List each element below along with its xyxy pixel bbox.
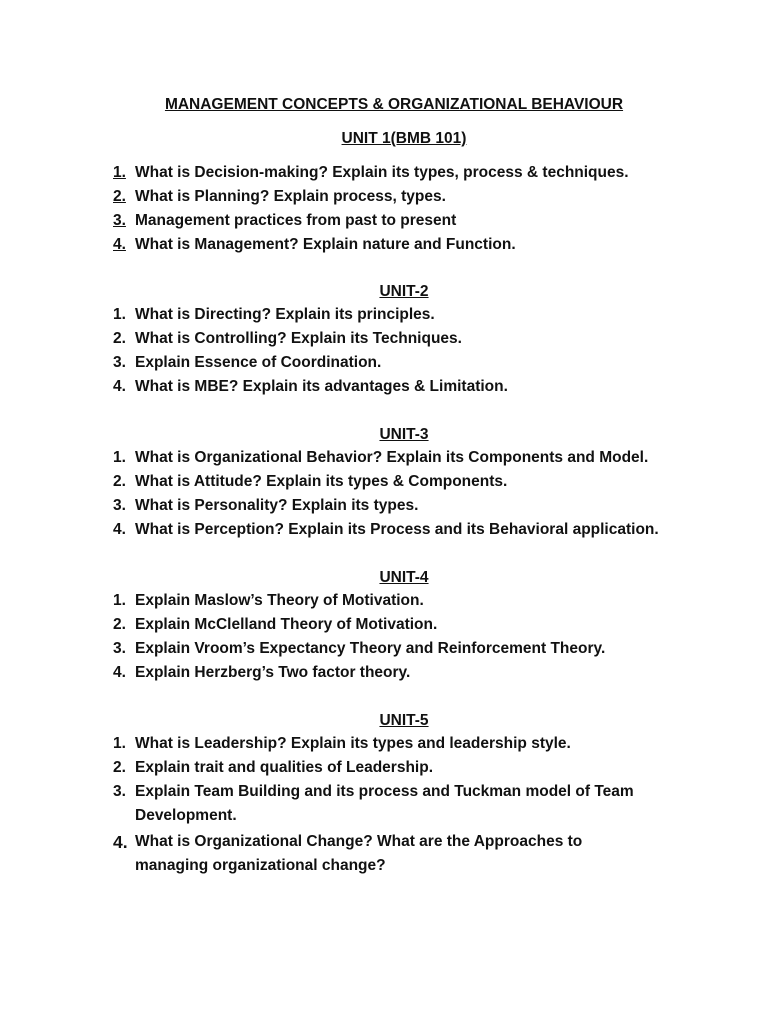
question-number: 1. — [113, 449, 126, 466]
list-item — [113, 589, 673, 613]
list-item — [113, 327, 673, 351]
question-text: Explain Essence of Coordination. — [135, 354, 382, 371]
list-item — [113, 613, 673, 637]
document-title: MANAGEMENT CONCEPTS & ORGANIZATIONAL BEHAVIOUR — [164, 96, 624, 113]
list-item — [113, 161, 673, 185]
question-text: Explain trait and qualities of Leadership. — [135, 759, 434, 776]
unit-1-question-list — [113, 161, 673, 257]
question-text: What is Controlling? Explain its Techniques. — [135, 330, 462, 347]
list-item — [113, 209, 673, 233]
unit-3-question-list — [113, 446, 673, 542]
question-number: 4. — [113, 236, 126, 253]
question-text: What is Planning? Explain process, types. — [135, 188, 446, 205]
list-item — [113, 780, 658, 828]
question-text: What is Directing? Explain its principles. — [135, 306, 435, 323]
list-item — [113, 518, 673, 542]
question-number: 1. — [113, 592, 126, 609]
question-text: What is MBE? Explain its advantages & Limitation. — [135, 378, 508, 395]
question-number: 2. — [113, 188, 126, 205]
list-item — [113, 303, 673, 327]
list-item — [113, 446, 673, 470]
list-item — [113, 732, 658, 756]
question-number: 3. — [113, 640, 126, 657]
unit-2-heading: UNIT-2 — [379, 283, 429, 300]
question-number: 1. — [113, 164, 126, 181]
question-text: Explain Vroom’s Expectancy Theory and Reinforcement Theory. — [135, 640, 606, 657]
question-number: 1. — [113, 735, 126, 752]
question-number: 4. — [113, 521, 126, 538]
question-text: What is Personality? Explain its types. — [135, 497, 419, 514]
question-text: What is Decision-making? Explain its types, process & techniques. — [135, 164, 629, 181]
list-item — [113, 494, 673, 518]
question-number: 4. — [113, 378, 126, 395]
list-item — [113, 830, 658, 878]
question-number: 2. — [113, 330, 126, 347]
list-item — [113, 185, 673, 209]
question-text: What is Attitude? Explain its types & Components. — [135, 473, 508, 490]
unit-2-question-list — [113, 303, 673, 399]
list-item — [113, 375, 673, 399]
question-number: 4. — [113, 664, 126, 681]
question-text: What is Organizational Change? What are the Approaches to managing organizational change? — [135, 833, 583, 874]
question-number: 4. — [113, 832, 128, 852]
question-text: What is Management? Explain nature and Function. — [135, 236, 516, 253]
list-item — [113, 756, 658, 780]
list-item — [113, 351, 673, 375]
question-text: Management practices from past to present — [135, 212, 457, 229]
question-text: Explain McClelland Theory of Motivation. — [135, 616, 438, 633]
list-item — [113, 661, 673, 685]
question-number: 1. — [113, 306, 126, 323]
question-number: 2. — [113, 473, 126, 490]
unit-1-heading: UNIT 1(BMB 101) — [341, 130, 467, 147]
question-text: Explain Herzberg’s Two factor theory. — [135, 664, 411, 681]
question-number: 2. — [113, 759, 126, 776]
question-text: What is Perception? Explain its Process and its Behavioral application. — [135, 521, 659, 538]
question-number: 3. — [113, 783, 126, 800]
question-text: Explain Team Building and its process and Tuckman model of Team Development. — [135, 783, 634, 824]
question-text: Explain Maslow’s Theory of Motivation. — [135, 592, 424, 609]
unit-4-heading: UNIT-4 — [379, 569, 429, 586]
list-item — [113, 233, 673, 257]
list-item — [113, 470, 673, 494]
unit-5-question-list — [113, 732, 658, 878]
question-text: What is Organizational Behavior? Explain its Components and Model. — [135, 449, 649, 466]
question-number: 3. — [113, 354, 126, 371]
question-text: What is Leadership? Explain its types and leadership style. — [135, 735, 571, 752]
question-number: 3. — [113, 497, 126, 514]
unit-4-question-list — [113, 589, 673, 685]
list-item — [113, 637, 673, 661]
unit-5-heading: UNIT-5 — [379, 712, 429, 729]
unit-3-heading: UNIT-3 — [379, 426, 429, 443]
question-number: 3. — [113, 212, 126, 229]
question-number: 2. — [113, 616, 126, 633]
